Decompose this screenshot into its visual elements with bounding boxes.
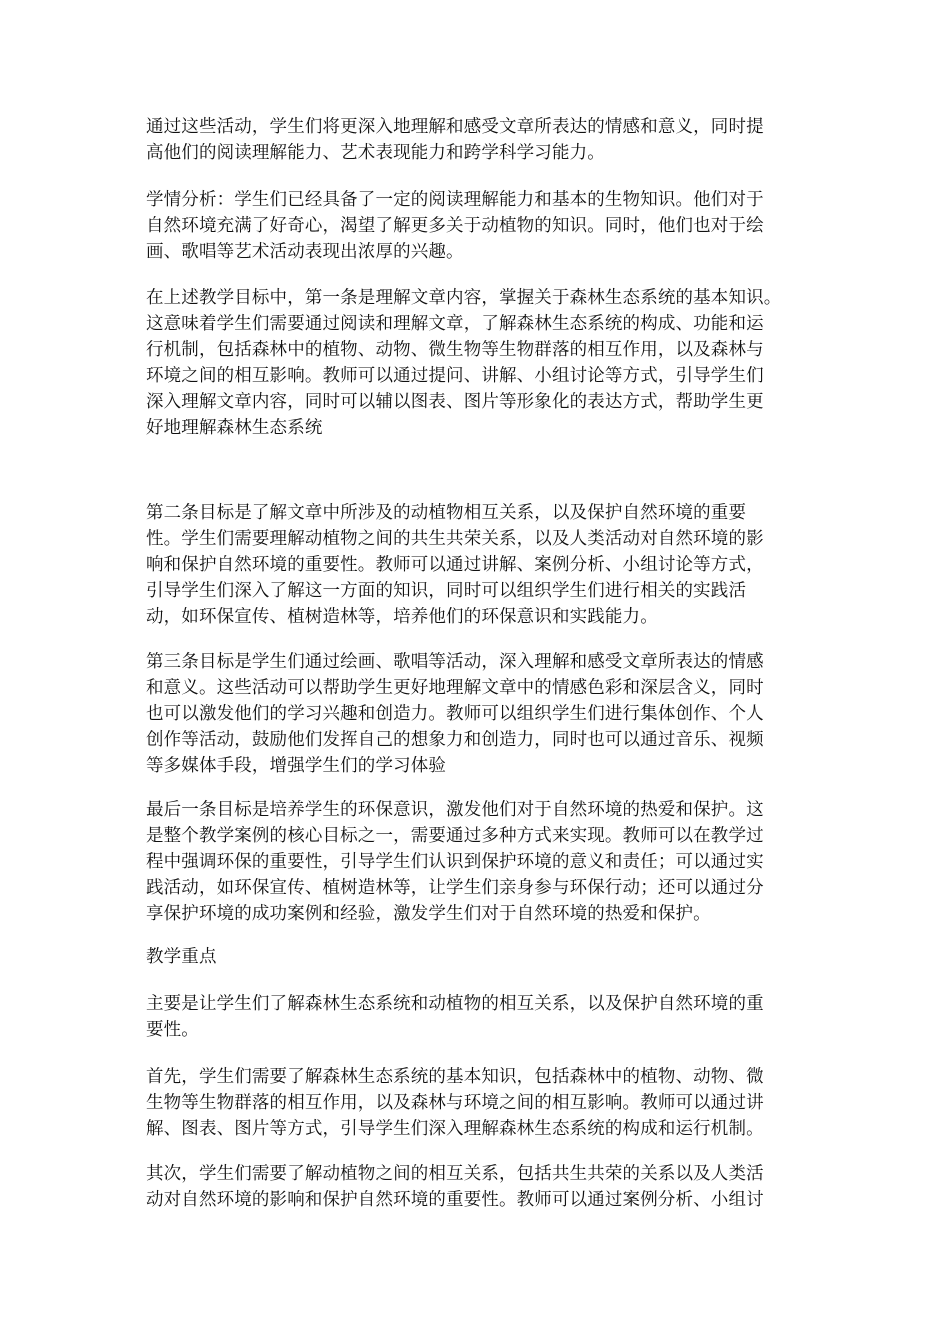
- text-line: 在上述教学目标中，第一条是理解文章内容，掌握关于森林生态系统的基本知识。: [146, 288, 782, 308]
- text-line: 要性。: [146, 1020, 199, 1040]
- text-line: 解、图表、图片等方式，引导学生们深入理解森林生态系统的构成和运行机制。: [146, 1119, 764, 1139]
- text-line: 引导学生们深入了解这一方面的知识，同时可以组织学生们进行相关的实践活: [146, 581, 747, 601]
- text-line: 主要是让学生们了解森林生态系统和动植物的相互关系，以及保护自然环境的重: [146, 994, 764, 1014]
- paragraph-goal-final: [146, 797, 812, 927]
- text-line: 第三条目标是学生们通过绘画、歌唱等活动，深入理解和感受文章所表达的情感: [146, 652, 764, 672]
- paragraph-learner-analysis: [146, 187, 812, 265]
- text-line: 画、歌唱等艺术活动表现出浓厚的兴趣。: [146, 242, 464, 262]
- text-line: 程中强调环保的重要性，引导学生们认识到保护环境的意义和责任；可以通过实: [146, 852, 764, 872]
- paragraph-activities-summary: [146, 114, 812, 166]
- text-line: 高他们的阅读理解能力、艺术表现能力和跨学科学习能力。: [146, 143, 605, 163]
- text-line: 环境之间的相互影响。教师可以通过提问、讲解、小组讨论等方式，引导学生们: [146, 366, 764, 386]
- text-line: 其次，学生们需要了解动植物之间的相互关系，包括共生共荣的关系以及人类活: [146, 1164, 764, 1184]
- text-line: 第二条目标是了解文章中所涉及的动植物相互关系，以及保护自然环境的重要: [146, 503, 747, 523]
- text-line: 行机制，包括森林中的植物、动物、微生物等生物群落的相互作用，以及森林与: [146, 340, 764, 360]
- text-line: 动对自然环境的影响和保护自然环境的重要性。教师可以通过案例分析、小组讨: [146, 1190, 764, 1210]
- text-line: 通过这些活动，学生们将更深入地理解和感受文章所表达的情感和意义，同时提: [146, 117, 764, 137]
- paragraph-goal-one: [146, 285, 812, 441]
- text-line: 性。学生们需要理解动植物之间的共生共荣关系，以及人类活动对自然环境的影: [146, 529, 764, 549]
- section-heading: 教学重点: [146, 947, 217, 967]
- text-line: 是整个教学案例的核心目标之一，需要通过多种方式来实现。教师可以在教学过: [146, 826, 764, 846]
- text-line: 最后一条目标是培养学生的环保意识，激发他们对于自然环境的热爱和保护。这: [146, 800, 764, 820]
- paragraph-focus-second: [146, 1161, 812, 1213]
- section-heading-teaching-focus: [146, 944, 812, 970]
- text-line: 也可以激发他们的学习兴趣和创造力。教师可以组织学生们进行集体创作、个人: [146, 704, 764, 724]
- text-line: 创作等活动，鼓励他们发挥自己的想象力和创造力，同时也可以通过音乐、视频: [146, 730, 764, 750]
- paragraph-goal-two: [146, 500, 812, 630]
- text-line: 首先，学生们需要了解森林生态系统的基本知识，包括森林中的植物、动物、微: [146, 1067, 764, 1087]
- text-line: 自然环境充满了好奇心，渴望了解更多关于动植物的知识。同时，他们也对于绘: [146, 216, 764, 236]
- text-line: 好地理解森林生态系统: [146, 418, 323, 438]
- paragraph-goal-three: [146, 649, 812, 779]
- text-line: 这意味着学生们需要通过阅读和理解文章，了解森林生态系统的构成、功能和运: [146, 314, 764, 334]
- text-line: 深入理解文章内容，同时可以辅以图表、图片等形象化的表达方式，帮助学生更: [146, 392, 764, 412]
- text-line: 享保护环境的成功案例和经验，激发学生们对于自然环境的热爱和保护。: [146, 904, 711, 924]
- text-line: 动，如环保宣传、植树造林等，培养他们的环保意识和实践能力。: [146, 607, 658, 627]
- paragraph-focus-first: [146, 1064, 812, 1142]
- text-line: 响和保护自然环境的重要性。教师可以通过讲解、案例分析、小组讨论等方式，: [146, 555, 764, 575]
- text-line: 学情分析：学生们已经具备了一定的阅读理解能力和基本的生物知识。他们对于: [146, 190, 764, 210]
- text-line: 等多媒体手段，增强学生们的学习体验: [146, 756, 447, 776]
- text-line: 践活动，如环保宣传、植树造林等，让学生们亲身参与环保行动；还可以通过分: [146, 878, 764, 898]
- paragraph-focus-summary: [146, 991, 812, 1043]
- text-line: 生物等生物群落的相互作用，以及森林与环境之间的相互影响。教师可以通过讲: [146, 1093, 764, 1113]
- text-line: 和意义。这些活动可以帮助学生更好地理解文章中的情感色彩和深层含义，同时: [146, 678, 764, 698]
